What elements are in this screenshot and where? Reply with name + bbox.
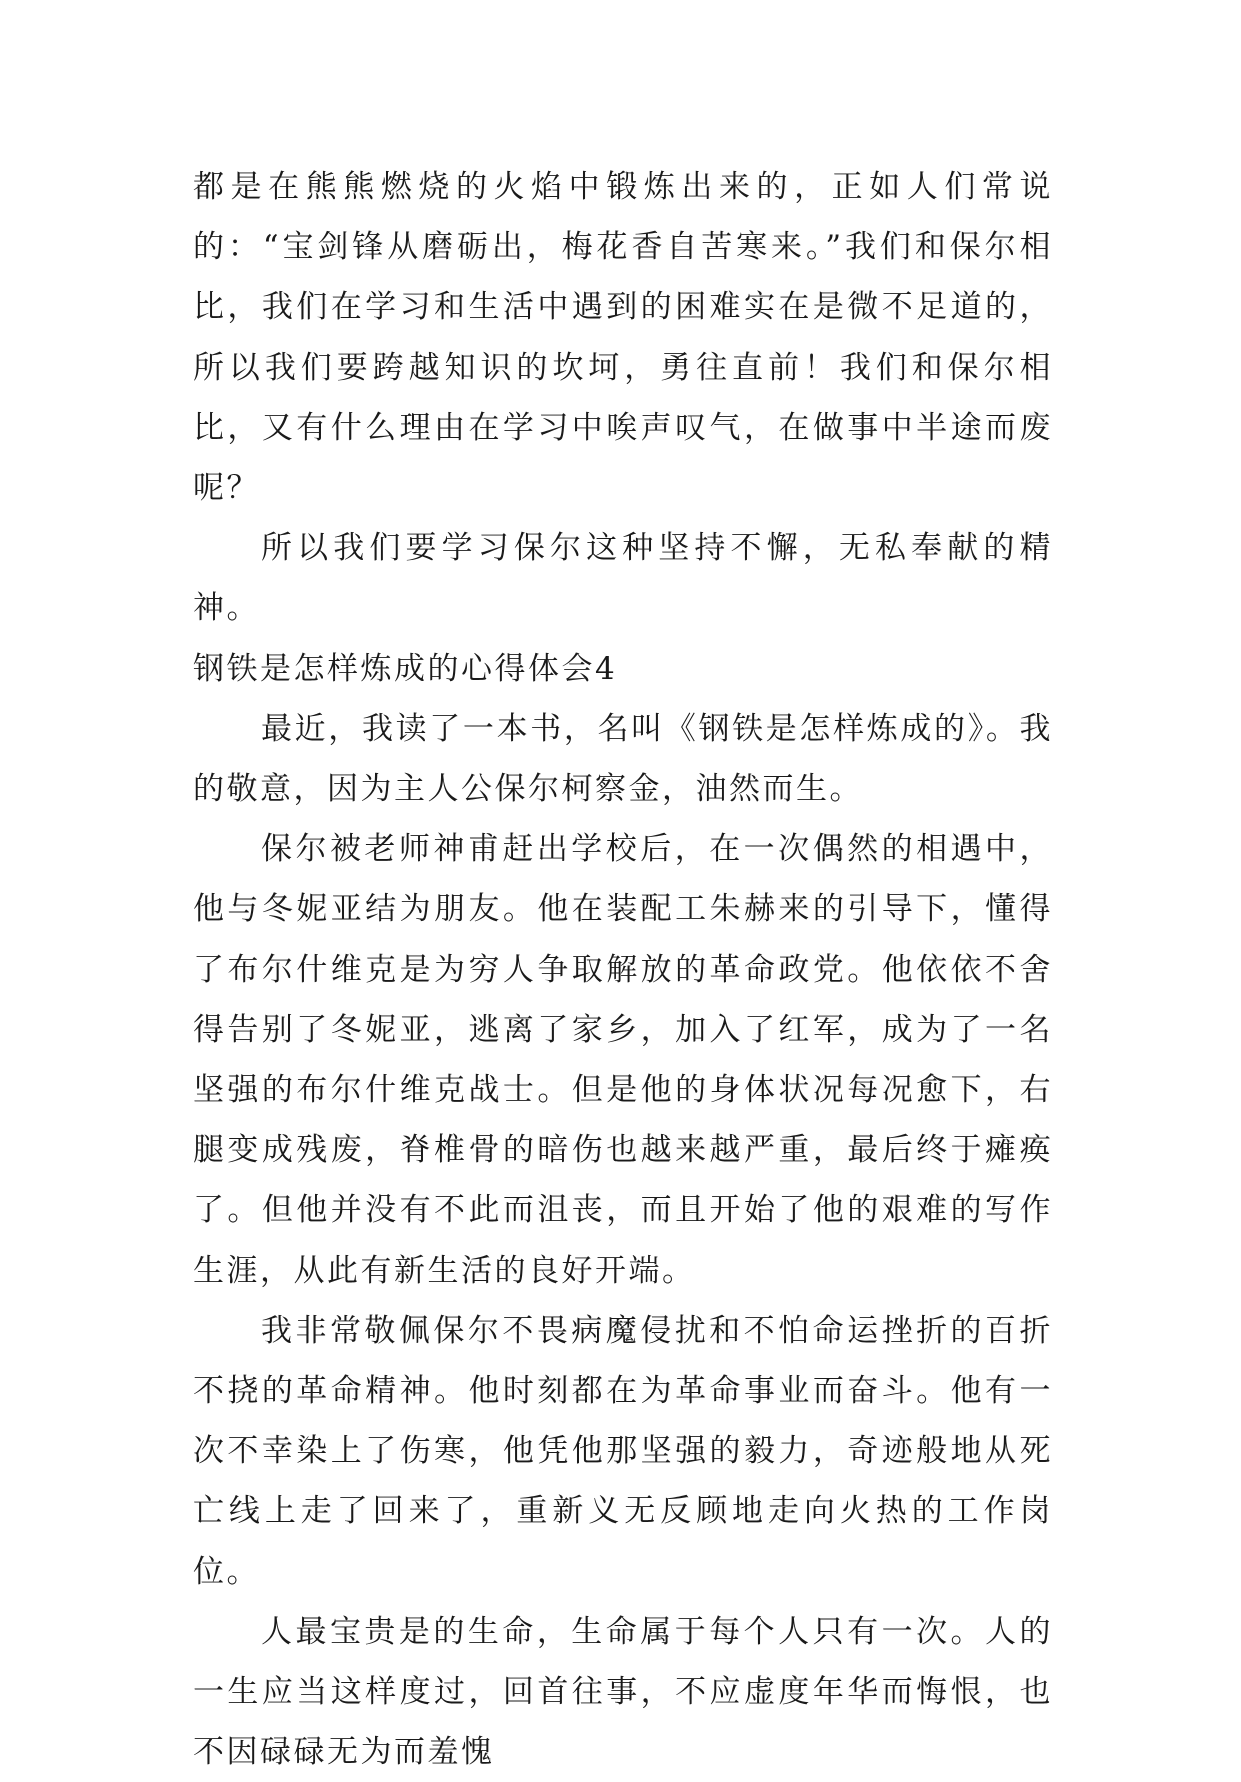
document-body [193, 157, 1053, 1782]
paragraph-3: 最近，我读了一本书，名叫《钢铁是怎样炼成的》。我的敬意，因为主人公保尔柯察金，油然而生。 [193, 710, 1053, 808]
paragraph-5: 我非常敬佩保尔不畏病魔侵扰和不怕命运挫折的百折不挠的革命精神。他时刻都在为革命事业而奋斗。他有一次不幸染上了伤寒，他凭他那坚强的毅力，奇迹般地从死亡线上走了回来了，重新义无反顾地走向火热的工作岗位。 [193, 1312, 1053, 1590]
section-heading: 钢铁是怎样炼成的心得体会4 [193, 650, 618, 687]
paragraph-2: 所以我们要学习保尔这种坚持不懈，无私奉献的精神。 [193, 530, 1053, 627]
paragraph-6: 人最宝贵是的生命，生命属于每个人只有一次。人的一生应当这样度过，回首往事，不应虚度年华而悔恨，也不因碌碌无为而羞愧 [193, 1613, 1053, 1771]
paragraph-4: 保尔被老师神甫赶出学校后，在一次偶然的相遇中，他与冬妮亚结为朋友。他在装配工朱赫来的引导下，懂得了布尔什维克是为穷人争取解放的革命政党。他依依不舍得告别了冬妮亚，逃离了家乡，加入了红军，成为了一名坚强的布尔什维克战士。但是他的身体状况每况愈下，右腿变成残废，脊椎骨的暗伤也越来越严重，最后终于瘫痪了。但他并没有不此而沮丧，而且开始了他的艰难的写作生涯，从此有新生活的良好开端。 [193, 831, 1053, 1289]
paragraph-1: 都是在熊熊燃烧的火焰中锻炼出来的，正如人们常说的：“宝剑锋从磨砺出，梅花香自苦寒来。”我们和保尔相比，我们在学习和生活中遇到的困难实在是微不足道的，所以我们要跨越知识的坎坷，勇往直前！我们和保尔相比，又有什么理由在学习中唉声叹气，在做事中半途而废呢？ [193, 169, 1053, 507]
